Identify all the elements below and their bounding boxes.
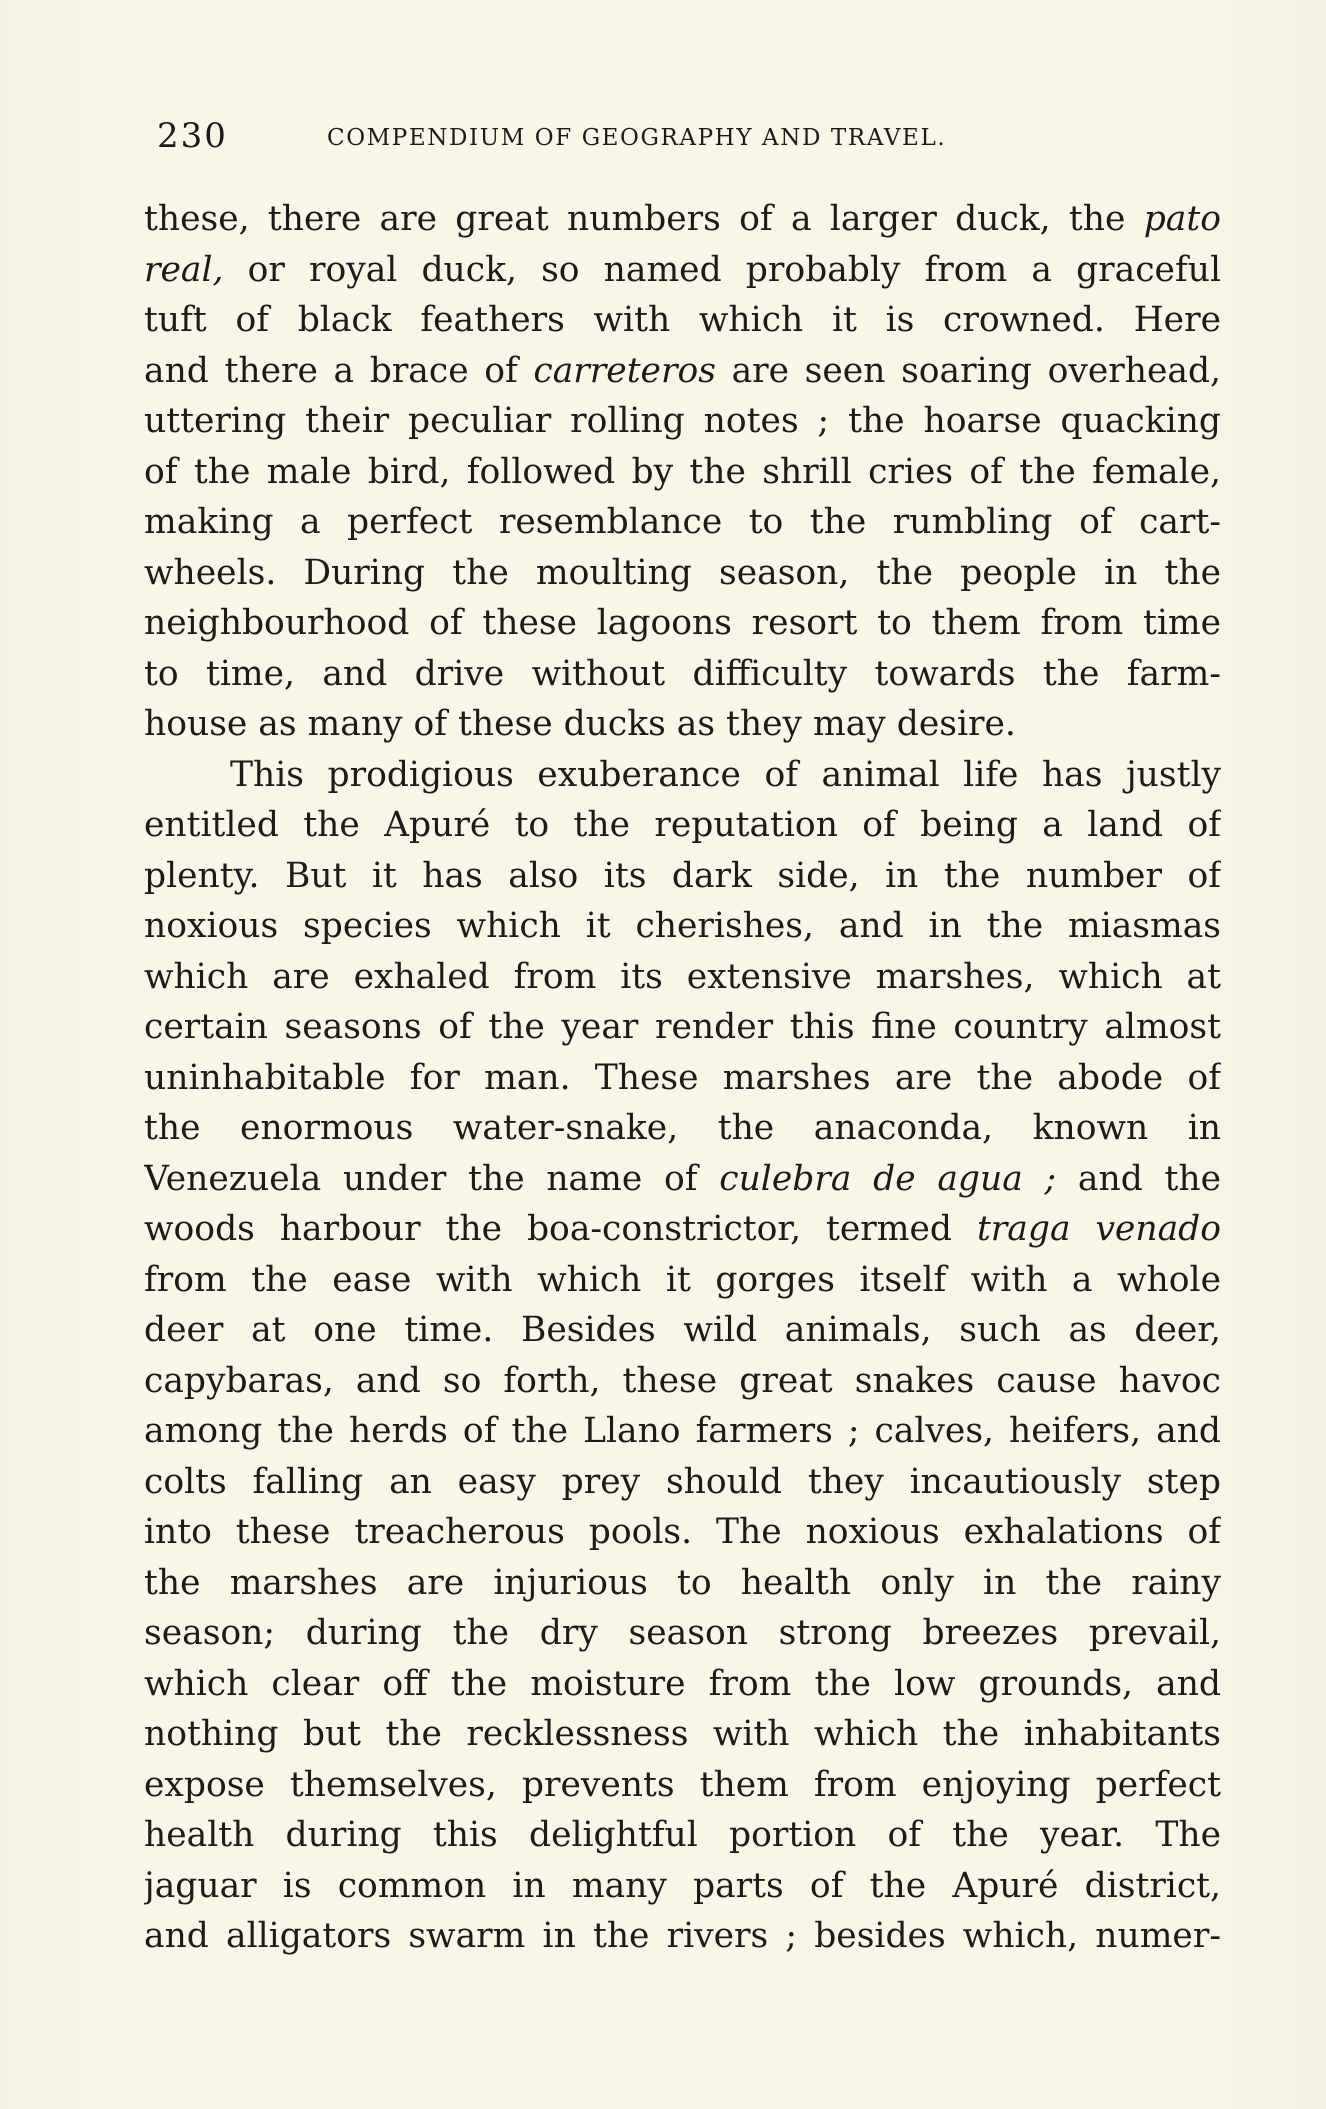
text-line: certain seasons of the year render this fine country almost [144, 1007, 1221, 1047]
text-line: making a perfect resemblance to the rumbling of cart- [144, 502, 1221, 542]
text-line: nothing but the recklessness with which the inhabitants [144, 1714, 1221, 1754]
text-line: and alligators swarm in the rivers ; besides which, numer- [144, 1916, 1221, 1956]
body-text [144, 194, 1221, 1962]
text-line: among the herds of the Llano farmers ; calves, heifers, and [144, 1411, 1221, 1451]
text-line: wheels. During the moulting season, the people in the [144, 552, 1221, 593]
text-line: and there a brace of carreteros are seen soaring overhead, [144, 350, 1221, 391]
running-title: COMPENDIUM OF GEOGRAPHY AND TRAVEL. [327, 125, 947, 151]
text-line: which clear off the moisture from the low grounds, and [144, 1663, 1221, 1704]
text-line: these, there are great numbers of a larger duck, the pato [144, 199, 1221, 239]
text-line: neighbourhood of these lagoons resort to them from time [144, 603, 1221, 643]
running-header [157, 116, 1217, 160]
text-line: the enormous water-snake, the anaconda, known in [144, 1108, 1221, 1148]
text-line: of the male bird, followed by the shrill cries of the female, [144, 451, 1221, 492]
text-line: the marshes are injurious to health only in the rainy [144, 1562, 1221, 1603]
text-line: entitled the Apuré to the reputation of being a land of [144, 805, 1221, 845]
text-line: Venezuela under the name of culebra de agua ; and the [144, 1158, 1221, 1199]
text-line: uninhabitable for man. These marshes are the abode of [144, 1057, 1221, 1098]
text-line: woods harbour the boa-constrictor, termed traga venado [144, 1209, 1221, 1249]
text-line: which are exhaled from its extensive marshes, which at [144, 956, 1221, 997]
page-number: 230 [157, 116, 228, 156]
paragraph-start-line: This prodigious exuberance of animal life has justly [230, 754, 1221, 795]
text-line: noxious species which it cherishes, and in the miasmas [144, 906, 1221, 946]
text-line: health during this delightful portion of the year. The [144, 1815, 1221, 1855]
text-line: uttering their peculiar rolling notes ; the hoarse quacking [144, 401, 1221, 441]
text-line: into these treacherous pools. The noxious exhalations of [144, 1512, 1221, 1552]
text-line: from the ease with which it gorges itself with a whole [144, 1259, 1221, 1300]
text-line: expose themselves, prevents them from enjoying perfect [144, 1764, 1221, 1805]
text-line: to time, and drive without difficulty towards the farm- [144, 653, 1221, 694]
text-line: jaguar is common in many parts of the Apuré district, [144, 1865, 1221, 1906]
text-line: real, or royal duck, so named probably from a graceful [144, 249, 1221, 290]
paragraph-end-line: house as many of these ducks as they may desire. [144, 704, 1016, 744]
text-line: capybaras, and so forth, these great snakes cause havoc [144, 1360, 1221, 1401]
text-line: plenty. But it has also its dark side, in the number of [144, 855, 1221, 896]
text-line: deer at one time. Besides wild animals, such as deer, [144, 1310, 1221, 1350]
text-line: season; during the dry season strong breezes prevail, [144, 1613, 1221, 1653]
text-line: colts falling an easy prey should they incautiously step [144, 1461, 1221, 1502]
text-line: tuft of black feathers with which it is crowned. Here [144, 300, 1221, 340]
